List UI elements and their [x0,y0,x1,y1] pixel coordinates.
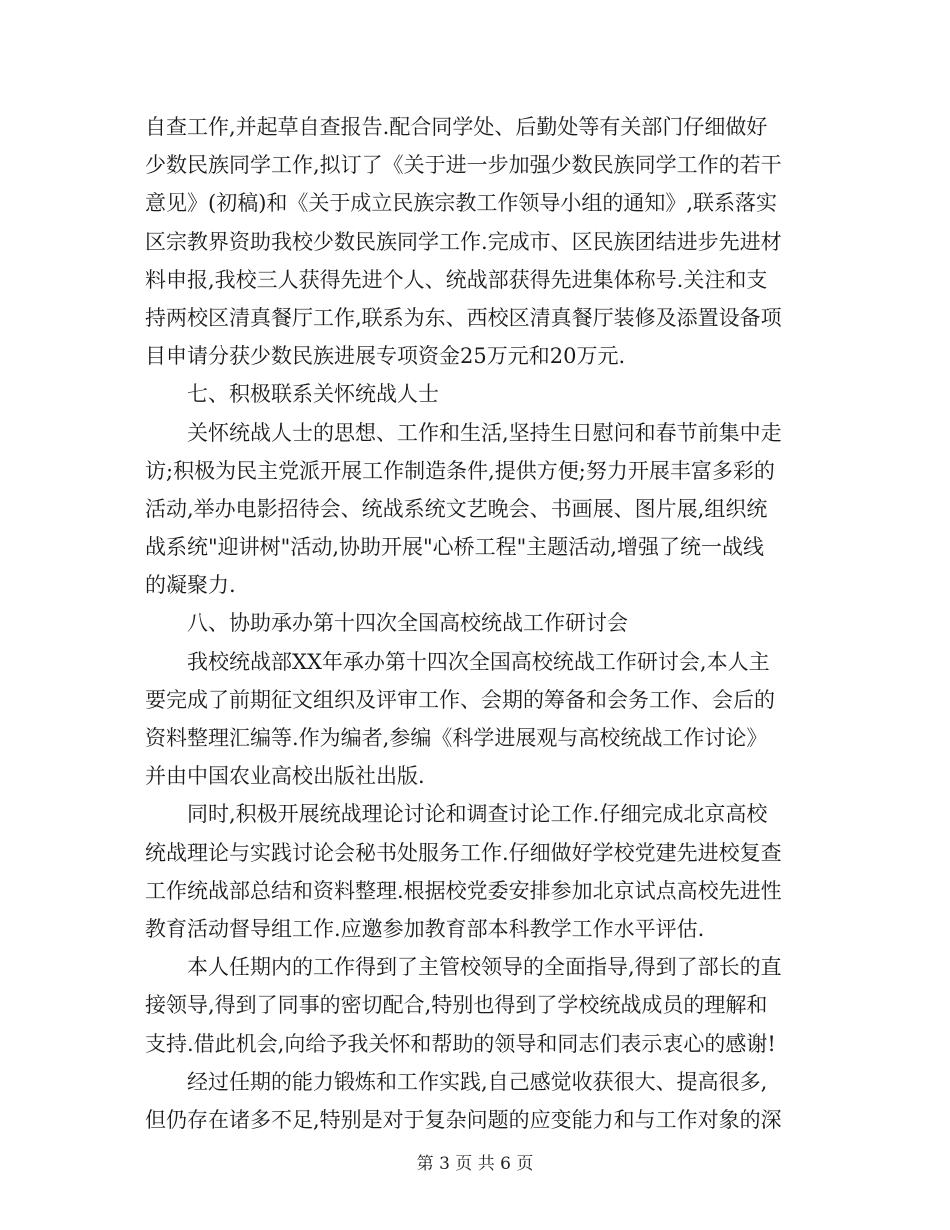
text-line: 少数民族同学工作,拟订了《关于进一步加强少数民族同学工作的若干 [145,153,782,178]
text-line: 并由中国农业高校出版社出版. [145,764,425,789]
text-line: 工作统战部总结和资料整理.根据校党委安排参加北京试点高校先进性 [145,878,782,903]
text-line: 教育活动督导组工作.应邀参加教育部本科教学工作水平评估. [145,916,705,941]
text-line: 持两校区清真餐厅工作,联系为东、西校区清真餐厅装修及添置设备项 [145,305,782,330]
text-line: 同时,积极开展统战理论讨论和调查讨论工作.仔细完成北京高校 [187,802,768,827]
text-line: 活动,举办电影招待会、统战系统文艺晚会、书画展、图片展,组织统 [145,496,768,521]
text-line: 统战理论与实践讨论会秘书处服务工作.仔细做好学校党建先进校复查 [145,840,782,865]
text-line: 料申报,我校三人获得先进个人、统战部获得先进集体称号.关注和支 [145,267,768,292]
text-line: 我校统战部XX年承办第十四次全国高校统战工作研讨会,本人主 [187,649,770,674]
text-line: 访;积极为民主党派开展工作制造条件,提供方便;努力开展丰富多彩的 [145,458,775,483]
text-line: 关怀统战人士的思想、工作和生活,坚持生日慰问和春节前集中走 [187,420,782,445]
text-line: 区宗教界资助我校少数民族同学工作.完成市、区民族团结进步先进材 [145,229,782,254]
text-line: 自查工作,并起草自查报告.配合同学处、后勤处等有关部门仔细做好 [145,115,768,139]
text-line: 战系统"迎讲树"活动,协助开展"心桥工程"主题活动,增强了统一战线 [145,535,764,560]
text-line: 资料整理汇编等.作为编者,参编《科学进展观与高校统战工作讨论》 [145,726,768,750]
text-line: 意见》(初稿)和《关于成立民族宗教工作领导小组的通知》,联系落实 [145,191,778,216]
text-line: 但仍存在诸多不足,特别是对于复杂问题的应变能力和与工作对象的深 [145,1107,782,1132]
text-line: 本人任期内的工作得到了主管校领导的全面指导,得到了部长的直 [187,955,782,980]
text-line: 经过任期的能力锻炼和工作实践,自己感觉收获很大、提高很多, [187,1069,768,1094]
section-heading: 八、协助承办第十四次全国高校统战工作研讨会 [187,611,628,636]
text-line: 接领导,得到了同事的密切配合,特别也得到了学校统战成员的理解和 [145,993,768,1018]
text-line: 支持.借此机会,向给予我关怀和帮助的领导和同志们表示衷心的感谢! [145,1031,776,1056]
text-line: 目申请分获少数民族进展专项资金25万元和20万元. [145,344,626,369]
text-line: 的凝聚力. [145,573,236,598]
text-line: 要完成了前期征文组织及评审工作、会期的筹备和会务工作、会后的 [145,687,775,712]
section-heading: 七、积极联系关怀统战人士 [187,382,439,407]
page-number-footer: 第 3 页 共 6 页 [416,1154,534,1174]
document-body [145,108,810,1139]
